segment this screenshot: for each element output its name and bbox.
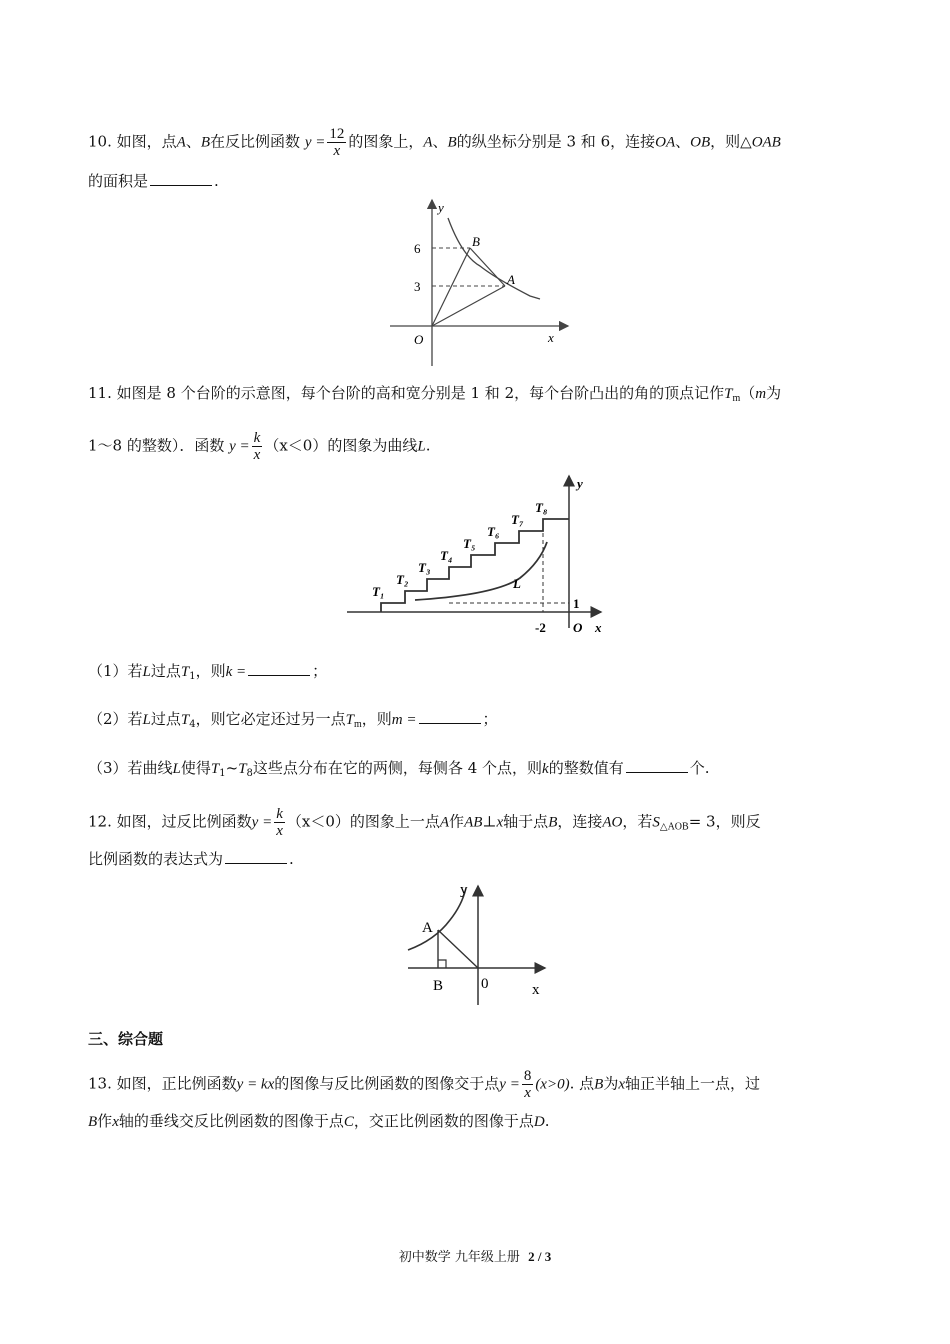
segment-ob bbox=[432, 248, 470, 326]
curve-l bbox=[415, 542, 547, 600]
t5-label: T₅ bbox=[463, 536, 476, 551]
y-label: y bbox=[438, 200, 444, 215]
t3-label: T₃ bbox=[418, 560, 431, 575]
tick-6: 6 bbox=[414, 241, 421, 256]
q13-fraction: $\frac{8}{x}$ bbox=[523, 1068, 532, 1101]
segment-ao bbox=[438, 930, 478, 968]
t1-label: T₁ bbox=[372, 584, 385, 599]
t8-label: T₈ bbox=[535, 500, 548, 515]
answer-blank bbox=[150, 171, 212, 186]
q13-line2: B作x轴的垂线交反比例函数的图像于点C，交正比例函数的图像于点D. bbox=[88, 1112, 550, 1130]
q11-part3: （3）若曲线L使得$T_1\sim T_8$这些点分布在它的两侧，每侧各 4 个点，则k的整数值有 个. bbox=[88, 759, 710, 779]
one-label: 1 bbox=[573, 596, 580, 611]
q12-fraction: $\frac{k}{x}$ bbox=[276, 806, 283, 839]
t4-label: T₄ bbox=[440, 548, 453, 563]
curve-label: L bbox=[513, 576, 521, 591]
page-footer: 初中数学 九年级上册 2 / 3 bbox=[398, 1249, 552, 1265]
point-b-label: B bbox=[472, 234, 480, 249]
page-number: 2 / 3 bbox=[528, 1249, 552, 1264]
x-label: x bbox=[595, 620, 602, 635]
q12-line1: 12. 如图，过反比例函数y = $\frac{k}{x}$ （x＜0）的图象上一点A作AB⊥x轴于点B，连接AO，若$S_{\triangle AOB}= 3$，则反 bbox=[88, 806, 761, 839]
answer-blank bbox=[419, 709, 481, 724]
neg2-label: -2 bbox=[535, 620, 546, 635]
section-heading: 三、综合题 bbox=[88, 1030, 164, 1048]
q10-figure bbox=[380, 196, 580, 371]
q11-figure bbox=[345, 470, 615, 642]
y-label: y bbox=[577, 476, 583, 491]
origin-label: O bbox=[414, 332, 424, 347]
tick-3: 3 bbox=[414, 279, 421, 294]
x-label: x bbox=[532, 982, 540, 998]
segment-oa bbox=[432, 286, 505, 326]
origin-label: O bbox=[573, 620, 583, 635]
answer-blank bbox=[225, 849, 287, 864]
point-b-label: B bbox=[433, 978, 444, 994]
q10-fraction: $\frac{12}{x}$ bbox=[329, 126, 345, 159]
answer-blank bbox=[248, 661, 310, 676]
q11-part2: （2）若L过点$T_4$，则它必定还过另一点$T_m$，则m = ； bbox=[88, 710, 498, 730]
q11-part1: （1）若L过点$T_1$，则k = ； bbox=[88, 662, 328, 682]
q10-line1: 10. 如图，点A、B在反比例函数 y = $\frac{12}{x}$ 的图象上，A、B的纵坐标分别是 3 和 6，连接OA、OB，则△OAB bbox=[88, 126, 781, 159]
q13-line1: 13. 如图，正比例函数y = kx的图像与反比例函数的图像交于点y = $\frac{8}{x}$ (x>0). 点B为x轴正半轴上一点，过 bbox=[88, 1068, 761, 1101]
staircase bbox=[381, 519, 569, 612]
t2-label: T₂ bbox=[396, 572, 409, 587]
t7-label: T₇ bbox=[511, 512, 524, 527]
q12-figure bbox=[400, 880, 560, 1010]
t6-label: T₆ bbox=[487, 524, 500, 539]
q12-line2: 比例函数的表达式为 . bbox=[88, 850, 294, 868]
q11-line2: 1～8 的整数）．函数 y = $\frac{k}{x}$ （x＜0）的图象为曲线L. bbox=[88, 430, 431, 463]
x-label: x bbox=[548, 330, 554, 345]
y-label: y bbox=[460, 882, 468, 898]
answer-blank bbox=[626, 758, 688, 773]
point-a-label: A bbox=[422, 920, 433, 936]
hyperbola-curve bbox=[408, 888, 466, 950]
right-angle-mark bbox=[438, 960, 446, 968]
point-a-label: A bbox=[507, 272, 515, 287]
origin-label: 0 bbox=[481, 976, 489, 992]
q11-line1: 11. 如图是 8 个台阶的示意图，每个台阶的高和宽分别是 1 和 2，每个台阶凸出的角的顶点记作$T_m(m$为 bbox=[88, 384, 782, 404]
segment-ab bbox=[470, 248, 505, 286]
hyperbola-curve bbox=[448, 218, 540, 299]
q10-line2: 的面积是 . bbox=[88, 172, 219, 190]
q11-fraction: $\frac{k}{x}$ bbox=[253, 430, 261, 463]
